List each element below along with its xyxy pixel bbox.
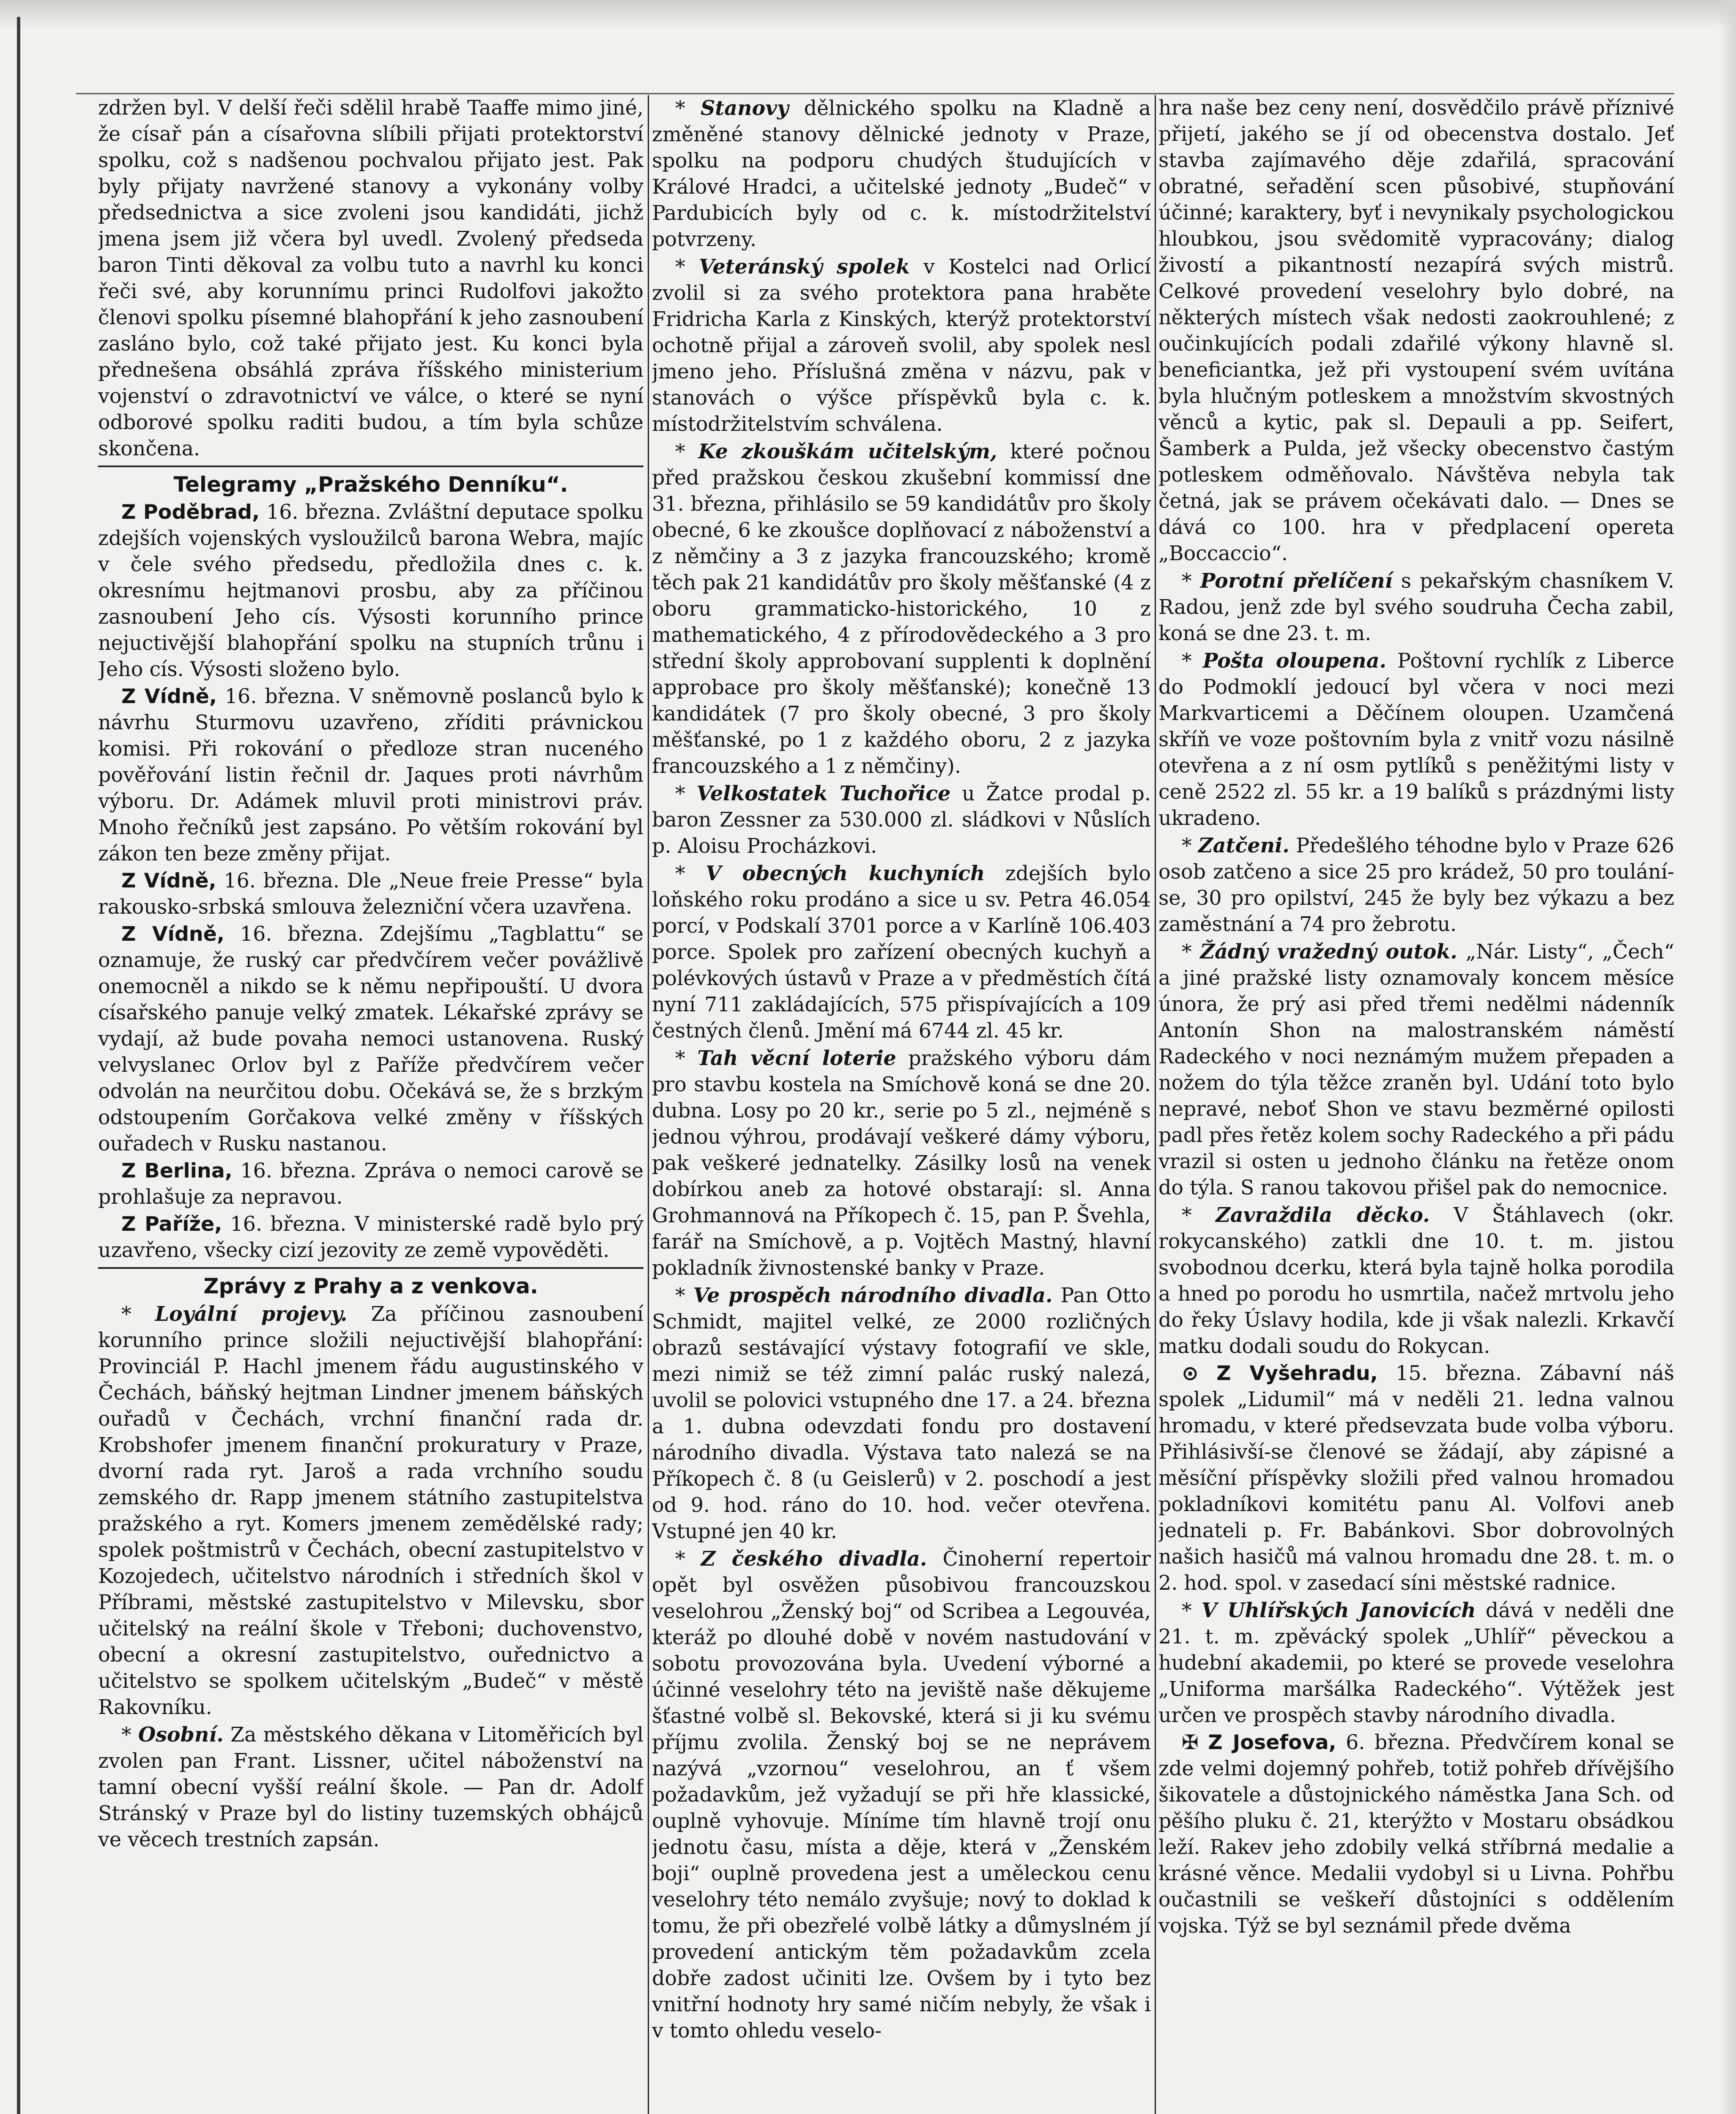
scan-shadow-top	[0, 0, 1736, 30]
article-paragraph	[98, 921, 643, 1157]
article-paragraph	[1158, 95, 1674, 567]
article-text: 16. března. Zdejšímu „Tagblattu“ se oznamuje, že ruský car předvčírem večer povážlivě onemocněl a nikdo se k němu nepřipouští. U dvora císařského panuje velký zmatek. Lékařské zprávy se vydají, až bude povaha nemoci ustanovena. Ruský velvyslanec Orlov byl z Paříže předvčírem večer odvolán na neurčitou dobu. Očekává se, že s brzkým odstoupením Gorčakova velké změny v říšských ouřadech v Rusku nastanou.	[98, 923, 643, 1156]
article-lead: Z Vídně,	[121, 685, 217, 708]
article-text: V Štáhlavech (okr. rokycanského) zatkli dne 10. t. m. jistou svobodnou dcerku, která byla tajně holka porodila a hned po porodu ho usmrtila, načež mrtvolu jeho do řeky Úslavy hodila, kde ji však nalezli. Krkavčí matku dodali soudu do Rokycan.	[1158, 1204, 1674, 1358]
article-paragraph: * Porotní přelíčení s pekařským chasníkem V. Radou, jenž zde byl svého soudruha Čecha zabil, koná se dne 23. t. m.	[1158, 569, 1674, 645]
article-text: s pekařským chasníkem V. Radou, jenž zde byl svého soudruha Čecha zabil, koná se dne 23. t. m.	[1158, 570, 1674, 645]
article-lead: Zavraždila děcko.	[1216, 1203, 1430, 1227]
column-2	[652, 95, 1151, 2114]
article-lead: Z Poděbrad,	[121, 501, 260, 524]
article-lead: Z Vídně,	[121, 923, 225, 946]
article-lead: Z Vyšehradu,	[1216, 1362, 1378, 1385]
article-paragraph	[98, 684, 643, 867]
article-paragraph	[1158, 1730, 1674, 1939]
article-text: dělnického spolku na Kladně a změněné stanovy dělnické jednoty v Praze, spolku na podporu chudých študujících v Králové Hradci, a učitelské jednoty „Budeč“ v Pardubicích byly od c. k. místodržitelství potvrzeny.	[652, 97, 1151, 251]
article-paragraph: * Loyální projevy. Za příčinou zasnoubení korunního prince složili nejuctivější blahopřání: Provinciál P. Hachl jmenem řádu augustinského v Čechách, báňský hejtman Lindner jmenem báňských ouřadů v Čechách, vrchní finanční rada dr. Krobshofer jmenem finanční prokuratury v Praze, dvorní rada ryt. Jaroš a rada vrchního soudu zemského dr. Rapp jmenem státního zastupitelstva pražského a ryt. Komers jmenem zemědělské rady; spolek poštmistrů v Čechách, obecní zastupitelstvo v Kozojedech, učitelstvo národních i středních škol v Příbrami, městské zastupitelstvo v Milevsku, sbor učitelský na reální škole v Třeboni; duchovenstvo, obecní a okresní zastupitelstvo, ouřednictvo a učitelstvo se spolkem učitelským „Budeč“ v městě Rakovníku.	[98, 1302, 643, 1719]
article-paragraph: * V Uhlířských Janovicích dává v neděli dne 21. t. m. zpěvácký spolek „Uhlíř“ pěveckou a hudební akademii, po které se provede veselohra „Uniforma maršálka Radeckého“. Výtěžek jest určen ve prospěch stavby národního divadla.	[1158, 1599, 1674, 1727]
article-lead: Stanovy	[700, 96, 789, 120]
article-paragraph	[1158, 1361, 1674, 1596]
section-rule	[98, 466, 643, 467]
article-lead: Porotní přelíčení	[1200, 569, 1393, 593]
article-text: zdejších bylo loňského roku prodáno a sice u sv. Petra 46.054 porcí, v Podskalí 3701 porce a v Karlíně 106.403 porce. Spolek pro zařízení obecných kuchyň a polévkových ústavů v Praze a v předměstích čítá nyní 711 zakládajících, 575 přispívajících a 109 čestných členů. Jmění má 6744 zl. 45 kr.	[652, 862, 1151, 1043]
article-text: 16. března. V ministerské radě bylo prý uzavřeno, všecky cizí jezovity ze země vypověděti.	[98, 1213, 643, 1262]
article-lead: Z Josefova,	[1208, 1731, 1336, 1754]
section-heading: Zprávy z Prahy a z venkova.	[203, 1274, 538, 1298]
article-text: Za městského děkana v Litoměřicích byl zvolen pan Frant. Lissner, učitel náboženství na tamní obecní vyšší reální škole. — Pan dr. Adolf Stránský v Praze byl do listiny tuzemských obhájců ve věcech trestních zapsán.	[98, 1723, 643, 1851]
article-paragraph: * Ke zkouškám učitelským, které počnou před pražskou českou zkušební kommissí dne 31. března, přihlásilo se 59 kandidátův pro školy obecné, 6 ke zkoušce doplňovací z náboženství a z němčiny a 3 z jazyka francouzského; kromě těch pak 21 kandidátův pro školy měšťanské (4 z oboru grammaticko-historického, 10 z mathematického, 4 z přírodovědeckého a 3 pro střední školy approbovaní supplenti k doplnění approbace pro školy měšťanské); konečně 13 kandidátek (7 pro školy obecné, 3 pro školy měšťanské, po 1 z každého oboru, 2 z jazyka francouzského a 1 z němčiny).	[652, 440, 1151, 778]
article-paragraph: * Pošta oloupena. Poštovní rychlík z Liberce do Podmoklí jedoucí byl včera v noci mezi Markvarticemi a Děčínem oloupen. Uzamčená skříň ve voze poštovním byla z vnitř vozu násilně otevřena a z ní osm pytlíků s peněžitými listy v ceně 2522 zl. 55 kr. a 19 balíků s prázdnými listy ukradeno.	[1158, 649, 1674, 830]
article-paragraph	[98, 1158, 643, 1210]
article-lead: Z českého divadla.	[701, 1547, 927, 1571]
article-text: které počnou před pražskou českou zkušební kommissí dne 31. března, přihlásilo se 59 kandidátův pro školy obecné, 6 ke zkoušce doplňovací z náboženství a z němčiny a 3 z jazyka francouzského; kromě těch pak 21 kandidátův pro školy měšťanské (4 z oboru grammaticko-historického, 10 z mathematického, 4 z přírodovědeckého a 3 pro střední školy approbovaní supplenti k doplnění approbace pro školy měšťanské); konečně 13 kandidátek (7 pro školy obecné, 3 pro školy měšťanské, po 1 z každého oboru, 2 z jazyka francouzského a 1 z němčiny).	[652, 440, 1151, 778]
section-heading: Telegramy „Pražského Denníku“.	[173, 472, 568, 497]
column-divider	[1155, 95, 1156, 2114]
column-1	[98, 95, 643, 2114]
place-symbol: ⊙	[1182, 1362, 1199, 1385]
article-paragraph: * Tah věcní loterie pražského výboru dám pro stavbu kostela na Smíchově koná se dne 20. dubna. Losy po 20 kr., serie po 5 zl., nejméně s jednou výhrou, prodávají veškeré dámy výboru, pak veškeré jednatelky. Zásilky losů na venek dobírkou aneb za hotové obstarají: sl. Anna Grohmannová na Příkopech č. 15, pan P. Švehla, farář na Smíchově, a p. Vojtěch Mastný, hlavní pokladník živnostenské banky v Praze.	[652, 1046, 1151, 1280]
top-rule	[76, 93, 1674, 94]
article-lead: Z Paříže,	[121, 1213, 222, 1236]
article-text: 16. března. Zpráva o nemoci carově se prohlašuje za nepravou.	[98, 1159, 643, 1209]
article-lead: Ke zkouškám učitelským,	[698, 440, 997, 463]
article-paragraph: * Osobní. Za městského děkana v Litoměřicích byl zvolen pan Frant. Lissner, učitel náboženství na tamní obecní vyšší reální škole. — Pan dr. Adolf Stránský v Praze byl do listiny tuzemských obhájců ve věcech trestních zapsán.	[98, 1723, 643, 1851]
article-text: 16. března. Zvláštní deputace spolku zdejších vojenských vysloužilců barona Webra, majíc v čele svého předsedu, předložila dnes c. k. okresnímu hejtmanovi prosbu, aby za příčinou zasnoubení Jeho cís. Výsosti korunního prince nejuctivější blahopřání spolku na stupních trůnu i Jeho cís. Výsosti složeno bylo.	[98, 501, 643, 681]
article-text: dává v neděli dne 21. t. m. zpěvácký spolek „Uhlíř“ pěveckou a hudební akademii, po které se provede veselohra „Uniforma maršálka Radeckého“. Výtěžek jest určen ve prospěch stavby národního divadla.	[1158, 1599, 1674, 1727]
article-text: u Žatce prodal p. baron Zessner za 530.000 zl. sládkovi v Nůslích p. Aloisu Procházkovi.	[652, 782, 1151, 858]
article-paragraph: * Zatčeni. Předešlého téhodne bylo v Praze 626 osob zatčeno a sice 25 pro krádež, 50 pro toulání-se, 30 pro opilství, 245 že byly bez výkazu a bez zaměstnání a 74 pro žebrotu.	[1158, 834, 1674, 936]
article-text: 15. března. Zábavní náš spolek „Lidumil“ má v neděli 21. ledna valnou hromadu, v které předsevzata bude volba výboru. Přihlásivší-se členové se žádají, aby zápisné a měsíční příspěvky složili před valnou hromadou pokladníkovi komitétu panu Al. Volfovi aneb jednateli p. Fr. Babánkovi. Sbor dobrovolných našich hasičů má valnou hromadu dne 28. t. m. o 2. hod. spol. v zasedací síni městské radnice.	[1158, 1362, 1674, 1595]
article-paragraph: * Žádný vražedný outok. „Nár. Listy“, „Čech“ a jiné pražské listy oznamovaly koncem měsíce února, že prý asi před třemi nedělmi nádenník Antonín Shon na malostranském náměstí Radeckého v noci neznámým mužem přepaden a nožem do týla těžce zraněn byl. Udání toto bylo nepravé, neboť Shon ve stavu bezměrné opilosti padl přes řetěz kolem sochy Radeckého a při pádu vrazil si osten u jednoho článku na řetěze onom do týla. S ranou takovou přišel pak do nemocnice.	[1158, 940, 1674, 1199]
article-text: Činoherní repertoir opět byl osvěžen působivou francouzskou veselohrou „Ženský boj“ od Scribea a Legouvéa, kteráž po dlouhé době v novém nastudování v sobotu provozována byla. Uvedení výborné a účinné veselohry této na jeviště naše děkujeme šťastné volbě sl. Bekovské, která si ji ku svému příjmu zvolila. Ženský boj se ne neprávem nazývá „vzornou“ veselohrou, an ť všem požadavkům, jež vyžadují se při hře klassické, ouplně vyhovuje. Míníme tím hlavně trojí onu jednotu času, místa a děje, která v „Ženském boji“ ouplně provedena jest a uměleckou cenu veselohry této nemálo zvyšuje; nový to doklad k tomu, že při obezřelé volbě látky a důmyslném jí provedení antickým těm požadavkům zcela dobře zadost učiniti lze. Ovšem by i tyto bez vnitřní hodnoty hry samé ničím nebyly, že však i v tomto ohledu veselo-	[652, 1547, 1151, 2043]
article-text: Předešlého téhodne bylo v Praze 626 osob zatčeno a sice 25 pro krádež, 50 pro toulání-se, 30 pro opilství, 245 že byly bez výkazu a bez zaměstnání a 74 pro žebrotu.	[1158, 834, 1674, 936]
article-text: „Nár. Listy“, „Čech“ a jiné pražské listy oznamovaly koncem měsíce února, že prý asi před třemi nedělmi nádenník Antonín Shon na malostranském náměstí Radeckého v noci neznámým mužem přepaden a nožem do týla těžce zraněn byl. Udání toto bylo nepravé, neboť Shon ve stavu bezměrné opilosti padl přes řetěz kolem sochy Radeckého a při pádu vrazil si osten u jednoho článku na řetěze onom do týla. S ranou takovou přišel pak do nemocnice.	[1158, 940, 1674, 1199]
article-text: 6. března. Předvčírem konal se zde velmi dojemný pohřeb, totiž pohřeb dřívějšího šikovatele a důstojnického náměstka Jana Sch. od pěšího pluku č. 21, kterýžto v Mostaru obsádkou leží. Rakev jeho zdobily velká stříbrná medalie a krásné věnce. Medalii vydobyl si u Livna. Pohřbu oučastnili se veškeří důstojníci s oddělením vojska. Týž se byl seznámil přede dvěma	[1158, 1731, 1674, 1938]
article-paragraph: * Ve prospěch národního divadla. Pan Otto Schmidt, majitel velké, ze 2000 rozličných obrazů sestávající výstavy fotografií ve skle, mezi nimiž se též zimní palác ruský nalezá, uvolil se polovici vstupného dne 17. a 24. března a 1. dubna odevzdati fondu pro dostavení národního divadla. Výstava tato nalezá se na Příkopech č. 8 (u Geislerů) v 2. poschodí a jest od 9. hod. ráno do 10. hod. večer otevřena. Vstupné jen 40 kr.	[652, 1284, 1151, 1543]
article-lead: Z Vídně,	[121, 869, 216, 893]
scan-edge	[17, 17, 20, 2114]
article-lead: Ve prospěch národního divadla.	[693, 1284, 1053, 1307]
article-paragraph: * Stanovy dělnického spolku na Kladně a změněné stanovy dělnické jednoty v Praze, spolku na podporu chudých študujících v Králové Hradci, a učitelské jednoty „Budeč“ v Pardubicích byly od c. k. místodržitelství potvrzeny.	[652, 96, 1151, 251]
article-paragraph: * Zavraždila děcko. V Štáhlavech (okr. rokycanského) zatkli dne 10. t. m. jistou svobodnou dcerku, která byla tajně holka porodila a hned po porodu ho usmrtila, načež mrtvolu jeho do řeky Úslavy hodila, kde ji však nalezli. Krkavčí matku dodali soudu do Rokycan.	[1158, 1203, 1674, 1358]
article-paragraph: * Velkostatek Tuchořice u Žatce prodal p. baron Zessner za 530.000 zl. sládkovi v Nůslích p. Aloisu Procházkovi.	[652, 782, 1151, 858]
article-text: Za příčinou zasnoubení korunního prince složili nejuctivější blahopřání: Provinciál P. Hachl jmenem řádu augustinského v Čechách, báňský hejtman Lindner jmenem báňských ouřadů v Čechách, vrchní finanční rada dr. Krobshofer jmenem finanční prokuratury v Praze, dvorní rada ryt. Jaroš a rada vrchního soudu zemského dr. Rapp jmenem státního zastupitelstva pražského a ryt. Komers jmenem zemědělské rady; spolek poštmistrů v Čechách, obecní zastupitelstvo v Kozojedech, učitelstvo národních i středních škol v Příbrami, městské zastupitelstvo v Milevsku, sbor učitelský na reální škole v Třeboni; duchovenstvo, obecní a okresní zastupitelstvo, ouřednictvo a učitelstvo se spolkem učitelským „Budeč“ v městě Rakovníku.	[98, 1303, 643, 1719]
article-text: pražského výboru dám pro stavbu kostela na Smíchově koná se dne 20. dubna. Losy po 20 kr., serie po 5 zl., nejméně s jednou výhrou, prodávají veškeré dámy výboru, pak veškeré jednatelky. Zásilky losů na venek dobírkou aneb za hotové obstarají: sl. Anna Grohmannová na Příkopech č. 15, pan P. Švehla, farář na Smíchově, a p. Vojtěch Mastný, hlavní pokladník živnostenské banky v Praze.	[652, 1047, 1151, 1280]
article-lead: Veteránský spolek	[698, 255, 910, 279]
article-text: v Kostelci nad Orlicí zvolil si za svého protektora pana hraběte Fridricha Karla z Kinských, kterýž protektorství ochotně přijal a zároveň svolil, aby spolek nesl jmeno jeho. Příslušná změna v názvu, pak v stanovách o výšce příspěvků byla c. k. místodržitelstvím schválena.	[652, 255, 1151, 436]
column-divider	[648, 95, 649, 2114]
article-text: 16. března. Dle „Neue freie Presse“ byla rakousko-srbská smlouva železniční včera uzavřena.	[98, 869, 643, 919]
article-lead: Pošta oloupena.	[1202, 649, 1387, 673]
place-symbol: ✠	[1182, 1731, 1199, 1754]
article-paragraph	[98, 499, 643, 683]
scan-shadow-right	[1719, 0, 1736, 2114]
column-3	[1158, 95, 1674, 2114]
article-lead: V Uhlířských Janovicích	[1201, 1599, 1476, 1622]
article-lead: V obecných kuchyních	[706, 862, 985, 885]
article-paragraph	[98, 1211, 643, 1264]
article-text: hra naše bez ceny není, dosvědčilo právě příznivé přijetí, jakého se jí od obecenstva dostalo. Jeť stavba zajímavého děje zdařilá, spracování obratné, seřadění scen působivé, stupňování účinné; karaktery, byť i nevynikaly psychologickou hloubkou, jsou svědomitě vypracovány; dialog živostí a pikantností nezapírá svých mistrů. Celkové provedení veselohry bylo dobré, na některých místech však nedosti zaokrouhlené; z oučinkujících podali zdařilé výkony hlavně sl. beneficiantka, jež při vystoupení svém uvítána byla hlučným potleskem a množstvím skvostných věnců a kytic, pak sl. Depauli a pp. Seifert, Šamberk a Pulda, jež všecky obecenstvo častým potleskem odměňovalo. Návštěva nebyla tak četná, jak se právem očekávati dalo. — Dnes se dává co 100. hra v předplacení opereta „Boccaccio“.	[1158, 96, 1674, 565]
article-lead: Loyální projevy.	[155, 1302, 348, 1326]
article-text: Pan Otto Schmidt, majitel velké, ze 2000 rozličných obrazů sestávající výstavy fotografií ve skle, mezi nimiž se též zimní palác ruský nalezá, uvolil se polovici vstupného dne 17. a 24. března a 1. dubna odevzdati fondu pro dostavení národního divadla. Výstava tato nalezá se na Příkopech č. 8 (u Geislerů) v 2. poschodí a jest od 9. hod. ráno do 10. hod. večer otevřena. Vstupné jen 40 kr.	[652, 1284, 1151, 1543]
article-text: zdržen byl. V delší řeči sdělil hrabě Taaffe mimo jiné, že císař pán a císařovna slíbili přijati protektorství spolku, což s nadšenou pochvalou přijato jest. Pak byly přijaty navržené stanovy a vykonány volby předsednictva a sice zvoleni jsou kandidáti, jichž jmena jsem již včera byl uvedl. Zvolený předseda baron Tinti děkoval za volbu tuto a navrhl ku konci řeči své, aby korunnímu princi Rudolfovi jakožto členovi spolku písemné blahopřání k jeho zasnoubení zasláno bylo, což také přijato jest. Ku konci byla přednešena obsáhlá zpráva říšského ministerium vojenství o zdravotnictví ve válce, o které se nyní odborové spolku raditi budou, a tím byla schůze skončena.	[98, 96, 643, 460]
article-lead: Z Berlina,	[121, 1159, 233, 1183]
article-paragraph	[98, 868, 643, 920]
section-rule	[98, 1267, 643, 1269]
article-lead: Tah věcní loterie	[697, 1046, 896, 1070]
article-lead: Velkostatek Tuchořice	[696, 782, 951, 805]
article-paragraph: * V obecných kuchyních zdejších bylo loňského roku prodáno a sice u sv. Petra 46.054 porcí, v Podskalí 3701 porce a v Karlíně 106.403 porce. Spolek pro zařízení obecných kuchyň a polévkových ústavů v Praze a v předměstích čítá nyní 711 zakládajících, 575 přispívajících a 109 čestných členů. Jmění má 6744 zl. 45 kr.	[652, 862, 1151, 1043]
article-lead: Žádný vražedný outok.	[1200, 940, 1457, 964]
article-lead: Osobní.	[138, 1723, 224, 1747]
article-paragraph: * Z českého divadla. Činoherní repertoir opět byl osvěžen působivou francouzskou veselohrou „Ženský boj“ od Scribea a Legouvéa, kteráž po dlouhé době v novém nastudování v sobotu provozována byla. Uvedení výborné a účinné veselohry této na jeviště naše děkujeme šťastné volbě sl. Bekovské, která si ji ku svému příjmu zvolila. Ženský boj se ne neprávem nazývá „vzornou“ veselohrou, an ť všem požadavkům, jež vyžadují se při hře klassické, ouplně vyhovuje. Míníme tím hlavně trojí onu jednotu času, místa a děje, která v „Ženském boji“ ouplně provedena jest a uměleckou cenu veselohry této nemálo zvyšuje; nový to doklad k tomu, že při obezřelé volbě látky a důmyslném jí provedení antickým těm požadavkům zcela dobře zadost učiniti lze. Ovšem by i tyto bez vnitřní hodnoty hry samé ničím nebyly, že však i v tomto ohledu veselo-	[652, 1547, 1151, 2043]
article-lead: Zatčeni.	[1198, 834, 1290, 857]
article-text: Poštovní rychlík z Liberce do Podmoklí jedoucí byl včera v noci mezi Markvarticemi a Děčínem oloupen. Uzamčená skříň ve voze poštovním byla z vnitř vozu násilně otevřena a z ní osm pytlíků s peněžitými listy v ceně 2522 zl. 55 kr. a 19 balíků s prázdnými listy ukradeno.	[1158, 649, 1674, 830]
article-paragraph	[98, 95, 643, 462]
article-text: 16. března. V sněmovně poslanců bylo k návrhu Sturmovu uzavřeno, zříditi právnickou komisi. Při rokování o předloze stran nuceného pověřování listin řečnil dr. Jaques proti návrhům výboru. Dr. Adámek mluvil proti ministrovi práv. Mnoho řečníků jest zapsáno. Po větším rokování byl zákon ten beze změny přijat.	[98, 685, 643, 865]
article-paragraph: * Veteránský spolek v Kostelci nad Orlicí zvolil si za svého protektora pana hraběte Fridricha Karla z Kinských, kterýž protektorství ochotně přijal a zároveň svolil, aby spolek nesl jmeno jeho. Příslušná změna v názvu, pak v stanovách o výšce příspěvků byla c. k. místodržitelstvím schválena.	[652, 255, 1151, 436]
